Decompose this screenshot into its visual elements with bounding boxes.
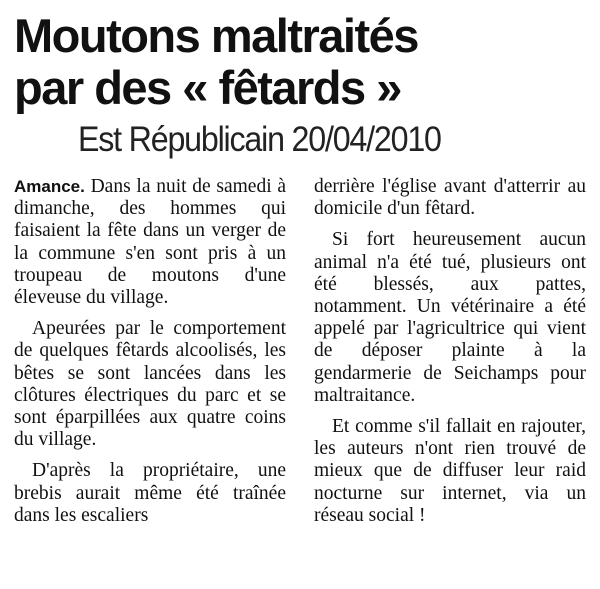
headline-line-1: Moutons maltraités (14, 9, 418, 62)
dateline: Amance. (14, 177, 85, 196)
article-paragraph-4: Si fort heureusement aucun animal n'a été tué, plusieurs ont été blessés, aux pattes, notamment. Un vétérinaire a été appelé par l'agricultrice qui vient de déposer plainte à la gendarmerie de Seichamps pour maltraitance. (314, 229, 586, 406)
article-column-right (314, 176, 586, 527)
article-paragraph-5: Et comme s'il fallait en rajouter, les auteurs n'ont rien trouvé de mieux que de diffuser leur raid nocturne sur internet, via un réseau social ! (314, 416, 586, 526)
headline (14, 10, 594, 114)
source-line: Est Républicain 20/04/2010 (78, 120, 441, 159)
article-paragraph-1 (14, 176, 286, 309)
paragraph-1-text: Dans la nuit de samedi à dimanche, des hommes qui faisaient la fête dans un verger de la commune s'en sont pris à un troupeau de moutons d'une éleveuse du village. (14, 176, 286, 309)
article-paragraph-2: Apeurées par le comportement de quelques fêtards alcoolisés, les bêtes se sont lancées dans les clôtures électriques du parc et se sont éparpillées aux quatre coins du village. (14, 318, 286, 451)
headline-line-2: par des « fêtards » (14, 61, 401, 114)
article-paragraph-3-start: D'après la propriétaire, une brebis aurait même été traînée dans les escaliers (14, 460, 286, 526)
article-paragraph-3-end: derrière l'église avant d'atterrir au domicile d'un fêtard. (314, 176, 586, 220)
article-column-left (14, 176, 286, 527)
